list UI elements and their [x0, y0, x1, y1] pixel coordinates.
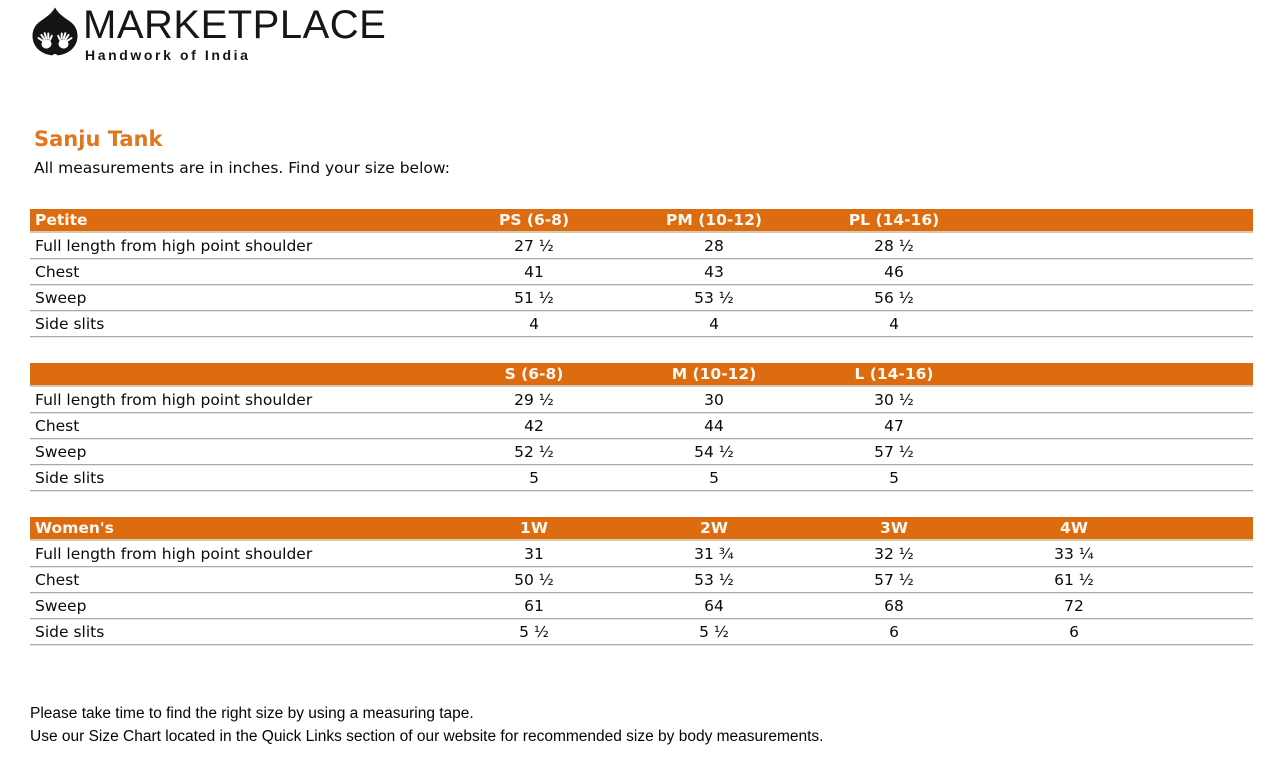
table-row [30, 619, 1253, 645]
brand-name: MARKETPLACE [83, 3, 387, 47]
row-label: Side slits [30, 311, 444, 337]
size-table-petite [30, 209, 1253, 337]
size-table-womens [30, 517, 1253, 645]
row-label: Sweep [30, 593, 444, 619]
measurement-value: 61 [444, 593, 624, 619]
measurement-value: 64 [624, 593, 804, 619]
column-header: PM (10-12) [624, 209, 804, 233]
footer-notes [30, 702, 1253, 748]
size-table-regular [30, 363, 1253, 491]
column-header-filler [1164, 517, 1253, 541]
measurement-value: 50 ½ [444, 567, 624, 593]
table-row [30, 439, 1253, 465]
table-title [30, 363, 444, 387]
brand-logo [30, 0, 1253, 63]
column-header: PL (14-16) [804, 209, 984, 233]
column-header: PS (6-8) [444, 209, 624, 233]
measurement-value: 57 ½ [804, 567, 984, 593]
measurement-value: 6 [984, 619, 1164, 645]
table-row [30, 285, 1253, 311]
table-header-row [30, 517, 1253, 541]
table-header-row [30, 363, 1253, 387]
table-row [30, 413, 1253, 439]
measurement-value: 42 [444, 413, 624, 439]
measurement-value: 33 ¼ [984, 541, 1164, 567]
measurement-value: 41 [444, 259, 624, 285]
subtitle: All measurements are in inches. Find your size below: [34, 159, 450, 177]
table-row [30, 541, 1253, 567]
measurement-value: 31 [444, 541, 624, 567]
page-title: Sanju Tank [34, 127, 163, 151]
row-label: Side slits [30, 619, 444, 645]
column-header: 1W [444, 517, 624, 541]
measurement-value: 5 ½ [444, 619, 624, 645]
measurement-value: 4 [624, 311, 804, 337]
brand-tagline: Handwork of India [85, 47, 251, 63]
measurement-value: 61 ½ [984, 567, 1164, 593]
table-row [30, 259, 1253, 285]
measurement-value: 5 [444, 465, 624, 491]
row-label: Sweep [30, 439, 444, 465]
measurement-value: 68 [804, 593, 984, 619]
row-label: Full length from high point shoulder [30, 233, 444, 259]
table-row [30, 311, 1253, 337]
measurement-value: 56 ½ [804, 285, 984, 311]
measurement-value: 32 ½ [804, 541, 984, 567]
measurement-value: 52 ½ [444, 439, 624, 465]
row-label: Chest [30, 259, 444, 285]
row-label: Side slits [30, 465, 444, 491]
table-row [30, 593, 1253, 619]
column-header: 4W [984, 517, 1164, 541]
measurement-value: 51 ½ [444, 285, 624, 311]
column-header: L (14-16) [804, 363, 984, 387]
column-header-filler [984, 209, 1253, 233]
measurement-value: 54 ½ [624, 439, 804, 465]
table-title: Petite [30, 209, 444, 233]
measurement-value: 31 ¾ [624, 541, 804, 567]
footer-note-2: Use our Size Chart located in the Quick Links section of our website for recommended size by body measurements. [30, 728, 824, 745]
column-header: 3W [804, 517, 984, 541]
measurement-value: 53 ½ [624, 567, 804, 593]
measurement-value: 46 [804, 259, 984, 285]
measurement-value: 6 [804, 619, 984, 645]
row-label: Full length from high point shoulder [30, 387, 444, 413]
row-label: Full length from high point shoulder [30, 541, 444, 567]
table-row [30, 387, 1253, 413]
measurement-value: 72 [984, 593, 1164, 619]
measurement-value: 30 [624, 387, 804, 413]
measurement-value: 28 ½ [804, 233, 984, 259]
column-header: 2W [624, 517, 804, 541]
row-label: Chest [30, 413, 444, 439]
measurement-value: 5 [624, 465, 804, 491]
leaf-hands-icon [30, 7, 80, 57]
row-label: Sweep [30, 285, 444, 311]
measurement-value: 57 ½ [804, 439, 984, 465]
measurement-value: 30 ½ [804, 387, 984, 413]
column-header: S (6-8) [444, 363, 624, 387]
measurement-value: 43 [624, 259, 804, 285]
measurement-value: 27 ½ [444, 233, 624, 259]
measurement-value: 29 ½ [444, 387, 624, 413]
table-row [30, 567, 1253, 593]
row-label: Chest [30, 567, 444, 593]
measurement-value: 47 [804, 413, 984, 439]
column-header-filler [984, 363, 1253, 387]
measurement-value: 4 [804, 311, 984, 337]
footer-note-1: Please take time to find the right size by using a measuring tape. [30, 705, 474, 722]
table-row [30, 465, 1253, 491]
measurement-value: 44 [624, 413, 804, 439]
logo-text [83, 5, 386, 63]
column-header: M (10-12) [624, 363, 804, 387]
measurement-value: 4 [444, 311, 624, 337]
measurement-value: 28 [624, 233, 804, 259]
table-row [30, 233, 1253, 259]
table-header-row [30, 209, 1253, 233]
measurement-value: 5 ½ [624, 619, 804, 645]
measurement-value: 53 ½ [624, 285, 804, 311]
table-title: Women's [30, 517, 444, 541]
measurement-value: 5 [804, 465, 984, 491]
